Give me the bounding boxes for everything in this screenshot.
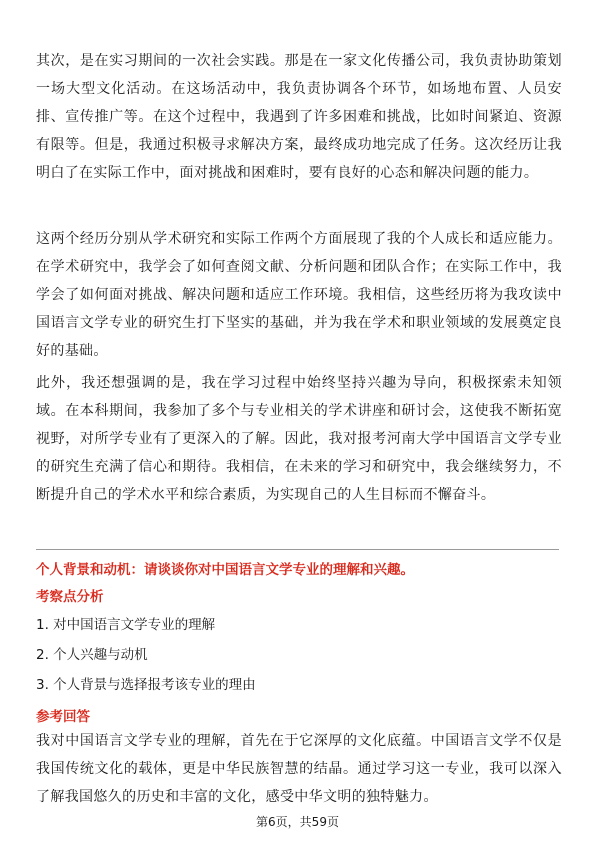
answer-label: 参考回答 (36, 709, 90, 725)
question-title: 个人背景和动机：请谈谈你对中国语言文学专业的理解和兴趣。 (36, 562, 414, 578)
page-number-footer: 第6页，共59页 (256, 815, 339, 829)
reference-answer-text: 我对中国语言文学专业的理解，首先在于它深厚的文化底蕴。中国语言文学不仅是我国传统文化的载体，更是中华民族智慧的结晶。通过学习这一专业，我可以深入了解我国悠久的历史和丰富的文化，感受中华文明的独特魅力。 (36, 733, 562, 805)
paragraph-interest-motivation: 此外，我还想强调的是，我在学习过程中始终坚持兴趣为导向，积极探索未知领域。在本科期间，我参加了多个与专业相关的学术讲座和研讨会，这使我不断拓宽视野，对所学专业有了更深入的了解。因此，我对报考河南大学中国语言文学专业的研究生充满了信心和期待。我相信，在未来的学习和研究中，我会继续努力，不断提升自己的学术水平和综合素质，为实现自己的人生目标而不懈奋斗。 (36, 375, 562, 503)
analysis-item: 3. 个人背景与选择报考该专业的理由 (36, 677, 256, 693)
section-divider (36, 549, 559, 550)
analysis-item: 1. 对中国语言文学专业的理解 (36, 617, 216, 633)
analysis-label: 考察点分析 (36, 589, 104, 605)
paragraph-internship-experience: 其次，是在实习期间的一次社会实践。那是在一家文化传播公司，我负责协助策划一场大型文化活动。在这场活动中，我负责协调各个环节，如场地布置、人员安排、宣传推广等。在这个过程中，我遇到了许多困难和挑战，比如时间紧迫、资源有限等。但是，我通过积极寻求解决方案，最终成功地完成了任务。这次经历让我明白了在实际工作中，面对挑战和困难时，要有良好的心态和解决问题的能力。 (36, 53, 562, 181)
analysis-item: 2. 个人兴趣与动机 (36, 647, 148, 663)
paragraph-growth-summary: 这两个经历分别从学术研究和实际工作两个方面展现了我的个人成长和适应能力。在学术研究中，我学会了如何查阅文献、分析问题和团队合作；在实际工作中，我学会了如何面对挑战、解决问题和适应工作环境。我相信，这些经历将为我攻读中国语言文学专业的研究生打下坚实的基础，并为我在学术和职业领域的发展奠定良好的基础。 (36, 231, 562, 359)
